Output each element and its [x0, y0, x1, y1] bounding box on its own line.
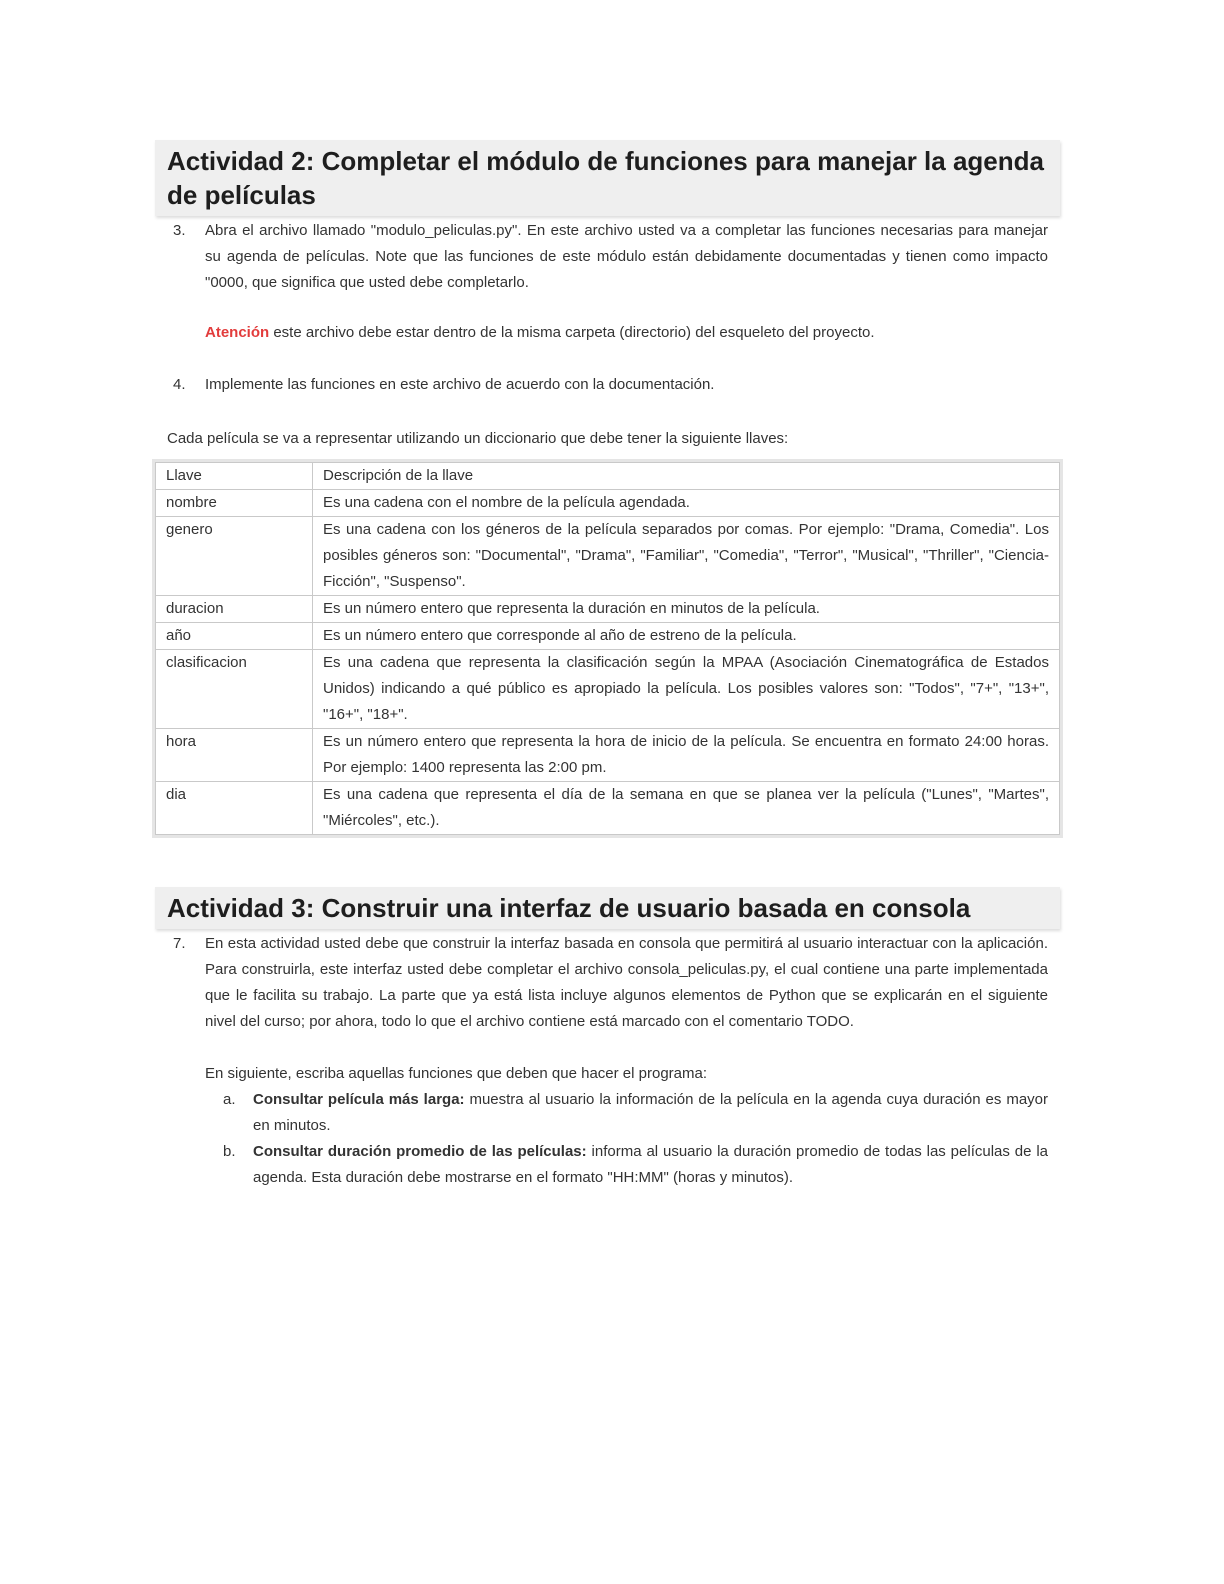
table-header-cell: Llave: [156, 463, 313, 490]
table-key-cell: año: [156, 623, 313, 650]
table-description-cell: Es una cadena que representa el día de la semana en que se planea ver la película ("Lunes", "Martes", "Miércoles", etc.).: [313, 782, 1060, 835]
attention-note: [155, 320, 1060, 346]
subitems-intro: [155, 1061, 1060, 1087]
sub-list-letter: a.: [223, 1091, 236, 1108]
table-header-cell: Descripción de la llave: [313, 463, 1060, 490]
list-item-text: Abra el archivo llamado "modulo_peliculas.py". En este archivo usted va a completar las funciones necesarias para manejar su agenda de películas. Note que las funciones de este módulo están debidamente documentadas y tienen como impacto "0000, que significa que usted debe completarlo.: [205, 222, 1048, 291]
keys-table: [155, 462, 1060, 835]
list-item-7: [155, 931, 1060, 1035]
sub-list-bold: Consultar duración promedio de las películas:: [253, 1143, 587, 1160]
section-heading-activity-3: Actividad 3: Construir una interfaz de usuario basada en consola: [155, 887, 1060, 929]
list-number: 7.: [173, 935, 186, 952]
table-intro: Cada película se va a representar utilizando un diccionario que debe tener la siguiente llaves:: [167, 430, 789, 447]
table-description-cell: Es una cadena que representa la clasificación según la MPAA (Asociación Cinematográfica de Estados Unidos) indicando a qué público es apropiado la película. Los posibles valores son: "Todos", "7+", "13+", "16+", "18+".: [313, 650, 1060, 729]
list-item-text: En esta actividad usted debe que construir la interfaz basada en consola que permitirá al usuario interactuar con la aplicación. Para construirla, este interfaz usted debe completar el archivo consola_peliculas.py, el cual contiene una parte implementada que le facilita su trabajo. La parte que ya está lista incluye algunos elementos de Python que se explicarán en el siguiente nivel del curso; por ahora, todo lo que el archivo contiene está marcado con el comentario TODO.: [205, 935, 1048, 1030]
document-page: [155, 140, 1060, 1191]
table-description-cell: Es un número entero que representa la duración en minutos de la película.: [313, 596, 1060, 623]
sub-list-item-b: [155, 1139, 1060, 1191]
table-description-cell: Es una cadena con el nombre de la película agendada.: [313, 490, 1060, 517]
table-row: [156, 650, 1060, 729]
table-row: [156, 623, 1060, 650]
section-heading-activity-2: Actividad 2: Completar el módulo de funciones para manejar la agenda de películas: [155, 140, 1060, 216]
table-row: [156, 729, 1060, 782]
table-description-cell: Es un número entero que corresponde al año de estreno de la película.: [313, 623, 1060, 650]
table-key-cell: nombre: [156, 490, 313, 517]
table-description-cell: Es un número entero que representa la hora de inicio de la película. Se encuentra en formato 24:00 horas. Por ejemplo: 1400 representa las 2:00 pm.: [313, 729, 1060, 782]
list-item-text: Implemente las funciones en este archivo de acuerdo con la documentación.: [205, 376, 715, 393]
list-item-4: [155, 372, 1060, 398]
list-item-3: [155, 218, 1060, 296]
attention-text: este archivo debe estar dentro de la misma carpeta (directorio) del esqueleto del proyecto.: [269, 324, 875, 341]
table-description-cell: Es una cadena con los géneros de la película separados por comas. Por ejemplo: "Drama, Comedia". Los posibles géneros son: "Documental", "Drama", "Familiar", "Comedia", "Terror", "Musical", "Thriller", "Ciencia-Ficción", "Suspenso".: [313, 517, 1060, 596]
table-row: [156, 490, 1060, 517]
table-key-cell: clasificacion: [156, 650, 313, 729]
table-key-cell: duracion: [156, 596, 313, 623]
list-number: 3.: [173, 222, 186, 239]
table-row: [156, 517, 1060, 596]
subitems-intro-text: En siguiente, escriba aquellas funciones que deben que hacer el programa:: [205, 1065, 708, 1082]
sub-list-text: informa al usuario la duración promedio de todas las películas de la agenda. Esta duración debe mostrarse en el formato "HH:MM" (horas y minutos).: [253, 1143, 1048, 1186]
table-header-row: [156, 463, 1060, 490]
list-number: 4.: [173, 376, 186, 393]
sub-list-letter: b.: [223, 1143, 236, 1160]
sub-list-bold: Consultar película más larga:: [253, 1091, 465, 1108]
sub-list-text: muestra al usuario la información de la película en la agenda cuya duración es mayor en minutos.: [253, 1091, 1048, 1134]
table-key-cell: hora: [156, 729, 313, 782]
table-key-cell: dia: [156, 782, 313, 835]
sub-list-item-a: [155, 1087, 1060, 1139]
attention-highlight: Atención: [205, 324, 270, 341]
table-row: [156, 596, 1060, 623]
table-row: [156, 782, 1060, 835]
table-key-cell: genero: [156, 517, 313, 596]
